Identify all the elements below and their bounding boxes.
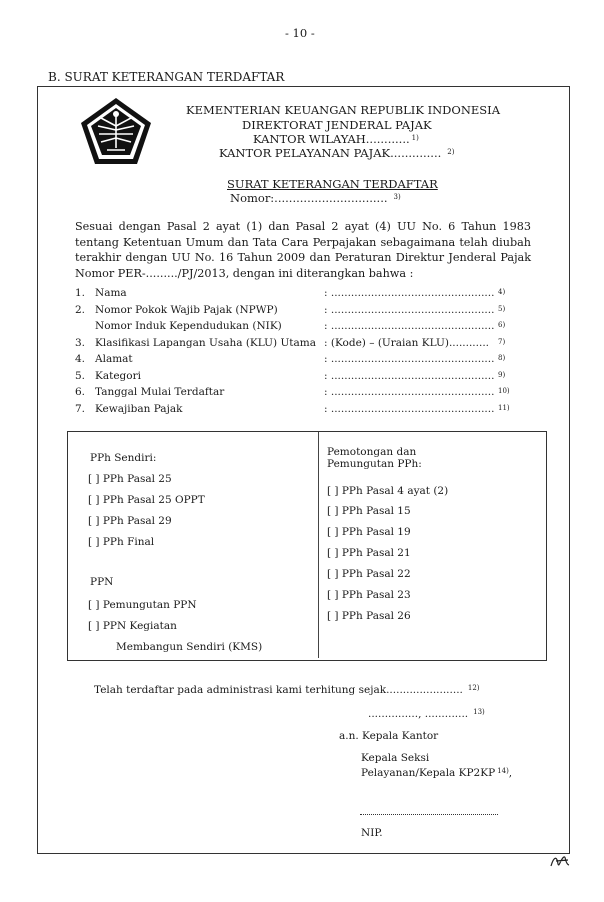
checkbox-pph-19[interactable]: [ ] PPh Pasal 19 <box>327 526 411 538</box>
header-ministry: KEMENTERIAN KEUANGAN REPUBLIK INDONESIA <box>186 103 501 117</box>
field-label: Klasifikasi Lapangan Usaha (KLU) Utama <box>95 336 317 349</box>
registered-since: Telah terdaftar pada administrasi kami terhitung sejak....................... $^{12)}$ <box>94 684 480 696</box>
field-number: 7. <box>75 402 86 415</box>
header-directorate: DIREKTORAT JENDERAL PAJAK <box>242 118 432 132</box>
header-regional-office: KANTOR WILAYAH............ $^{1)}$ <box>253 132 419 146</box>
field-footnote: 9) <box>498 370 506 379</box>
field-value[interactable]: : ................................................. <box>324 287 495 299</box>
pph-sendiri-heading: PPh Sendiri: <box>90 452 157 464</box>
field-value[interactable]: : ................................................. <box>324 386 495 398</box>
field-number: 3. <box>75 336 86 349</box>
field-label: Tanggal Mulai Terdaftar <box>95 386 225 398</box>
checkbox-pph-25[interactable]: [ ] PPh Pasal 25 <box>88 473 172 485</box>
nip-label: NIP. <box>361 827 383 839</box>
field-label: Kewajiban Pajak <box>95 402 183 415</box>
field-value[interactable]: : ................................................. <box>324 353 495 365</box>
checkbox-pph-final[interactable]: [ ] PPh Final <box>88 536 155 548</box>
header-tax-office: KANTOR PELAYANAN PAJAK.............. $^{2)}$ <box>219 146 455 160</box>
field-label: Nomor Pokok Wajib Pajak (NPWP) <box>95 303 278 316</box>
field-value[interactable]: : (Kode) – (Uraian KLU)............ <box>324 336 489 349</box>
checkbox-pph-4-2[interactable]: [ ] PPh Pasal 4 ayat (2) <box>327 485 449 497</box>
field-value[interactable]: : ................................................. <box>324 402 495 415</box>
intro-paragraph: Sesuai dengan Pasal 2 ayat (1) dan Pasal 2 ayat (4) UU No. 6 Tahun 1983 tentang Ketentuan Umum dan Tata Cara Perpajakan sebagaimana telah diubah terakhir dengan UU No. 16 Tahun 2009 dan Peraturan Direktur Jenderal Pajak Nomor PER-........./PJ/2013, dengan ini diterangkan bahwa : <box>75 220 531 280</box>
field-number: 2. <box>75 303 86 316</box>
signer-title-2: Pelayanan/Kepala KP2KP $^{14)}$, <box>361 767 513 779</box>
signer-title-1: Kepala Seksi <box>361 752 430 764</box>
ministry-emblem-icon <box>79 96 153 166</box>
field-value[interactable]: : ................................................. <box>324 303 495 316</box>
field-footnote: 8) <box>498 354 506 362</box>
checkbox-pph-29[interactable]: [ ] PPh Pasal 29 <box>88 515 172 527</box>
field-footnote: 6) <box>498 321 506 329</box>
checkbox-pph-21[interactable]: [ ] PPh Pasal 21 <box>327 547 411 559</box>
field-label: Kategori <box>95 369 141 382</box>
page-number: - 10 - <box>285 26 315 40</box>
document-number: Nomor:............................... $^{3)}$ <box>230 191 401 205</box>
checkbox-pph-25-oppt[interactable]: [ ] PPh Pasal 25 OPPT <box>88 494 205 506</box>
document-title: SURAT KETERANGAN TERDAFTAR <box>227 177 438 191</box>
section-heading: B. SURAT KETERANGAN TERDAFTAR <box>48 70 285 84</box>
checkbox-pph-15[interactable]: [ ] PPh Pasal 15 <box>327 505 411 517</box>
field-footnote: 10) <box>498 387 510 395</box>
pemotongan-heading-1: Pemotongan dan <box>327 446 417 458</box>
field-footnote: 5) <box>498 304 506 313</box>
place-date: ..............., ............. $^{13)}$ <box>368 708 485 720</box>
field-number: 5. <box>75 369 86 382</box>
field-value[interactable]: : ................................................. <box>324 369 495 382</box>
field-footnote: 4) <box>498 288 506 296</box>
field-footnote: 11) <box>498 403 510 412</box>
checkbox-ppn-kegiatan[interactable]: [ ] PPN Kegiatan <box>88 620 177 632</box>
field-number: 6. <box>75 386 86 398</box>
field-label: Nomor Induk Kependudukan (NIK) <box>95 320 282 332</box>
pemotongan-heading-2: Pemungutan PPh: <box>327 458 422 470</box>
checkbox-pph-22[interactable]: [ ] PPh Pasal 22 <box>327 568 411 580</box>
field-footnote: 7) <box>498 337 506 346</box>
checkbox-pemungutan-ppn[interactable]: [ ] Pemungutan PPN <box>88 599 197 611</box>
paraph-signature-icon <box>548 852 572 870</box>
ppn-kegiatan-continued: Membangun Sendiri (KMS) <box>116 641 263 653</box>
checkbox-pph-26[interactable]: [ ] PPh Pasal 26 <box>327 610 411 622</box>
checkbox-pph-23[interactable]: [ ] PPh Pasal 23 <box>327 589 411 601</box>
field-label: Alamat <box>95 353 133 365</box>
field-value[interactable]: : ................................................. <box>324 320 495 332</box>
box-divider <box>318 432 319 658</box>
ppn-heading: PPN <box>90 576 114 588</box>
field-label: Nama <box>95 287 127 299</box>
field-number: 1. <box>75 287 86 299</box>
field-number: 4. <box>75 353 86 365</box>
on-behalf-of: a.n. Kepala Kantor <box>339 730 439 742</box>
signature-line <box>360 814 498 815</box>
